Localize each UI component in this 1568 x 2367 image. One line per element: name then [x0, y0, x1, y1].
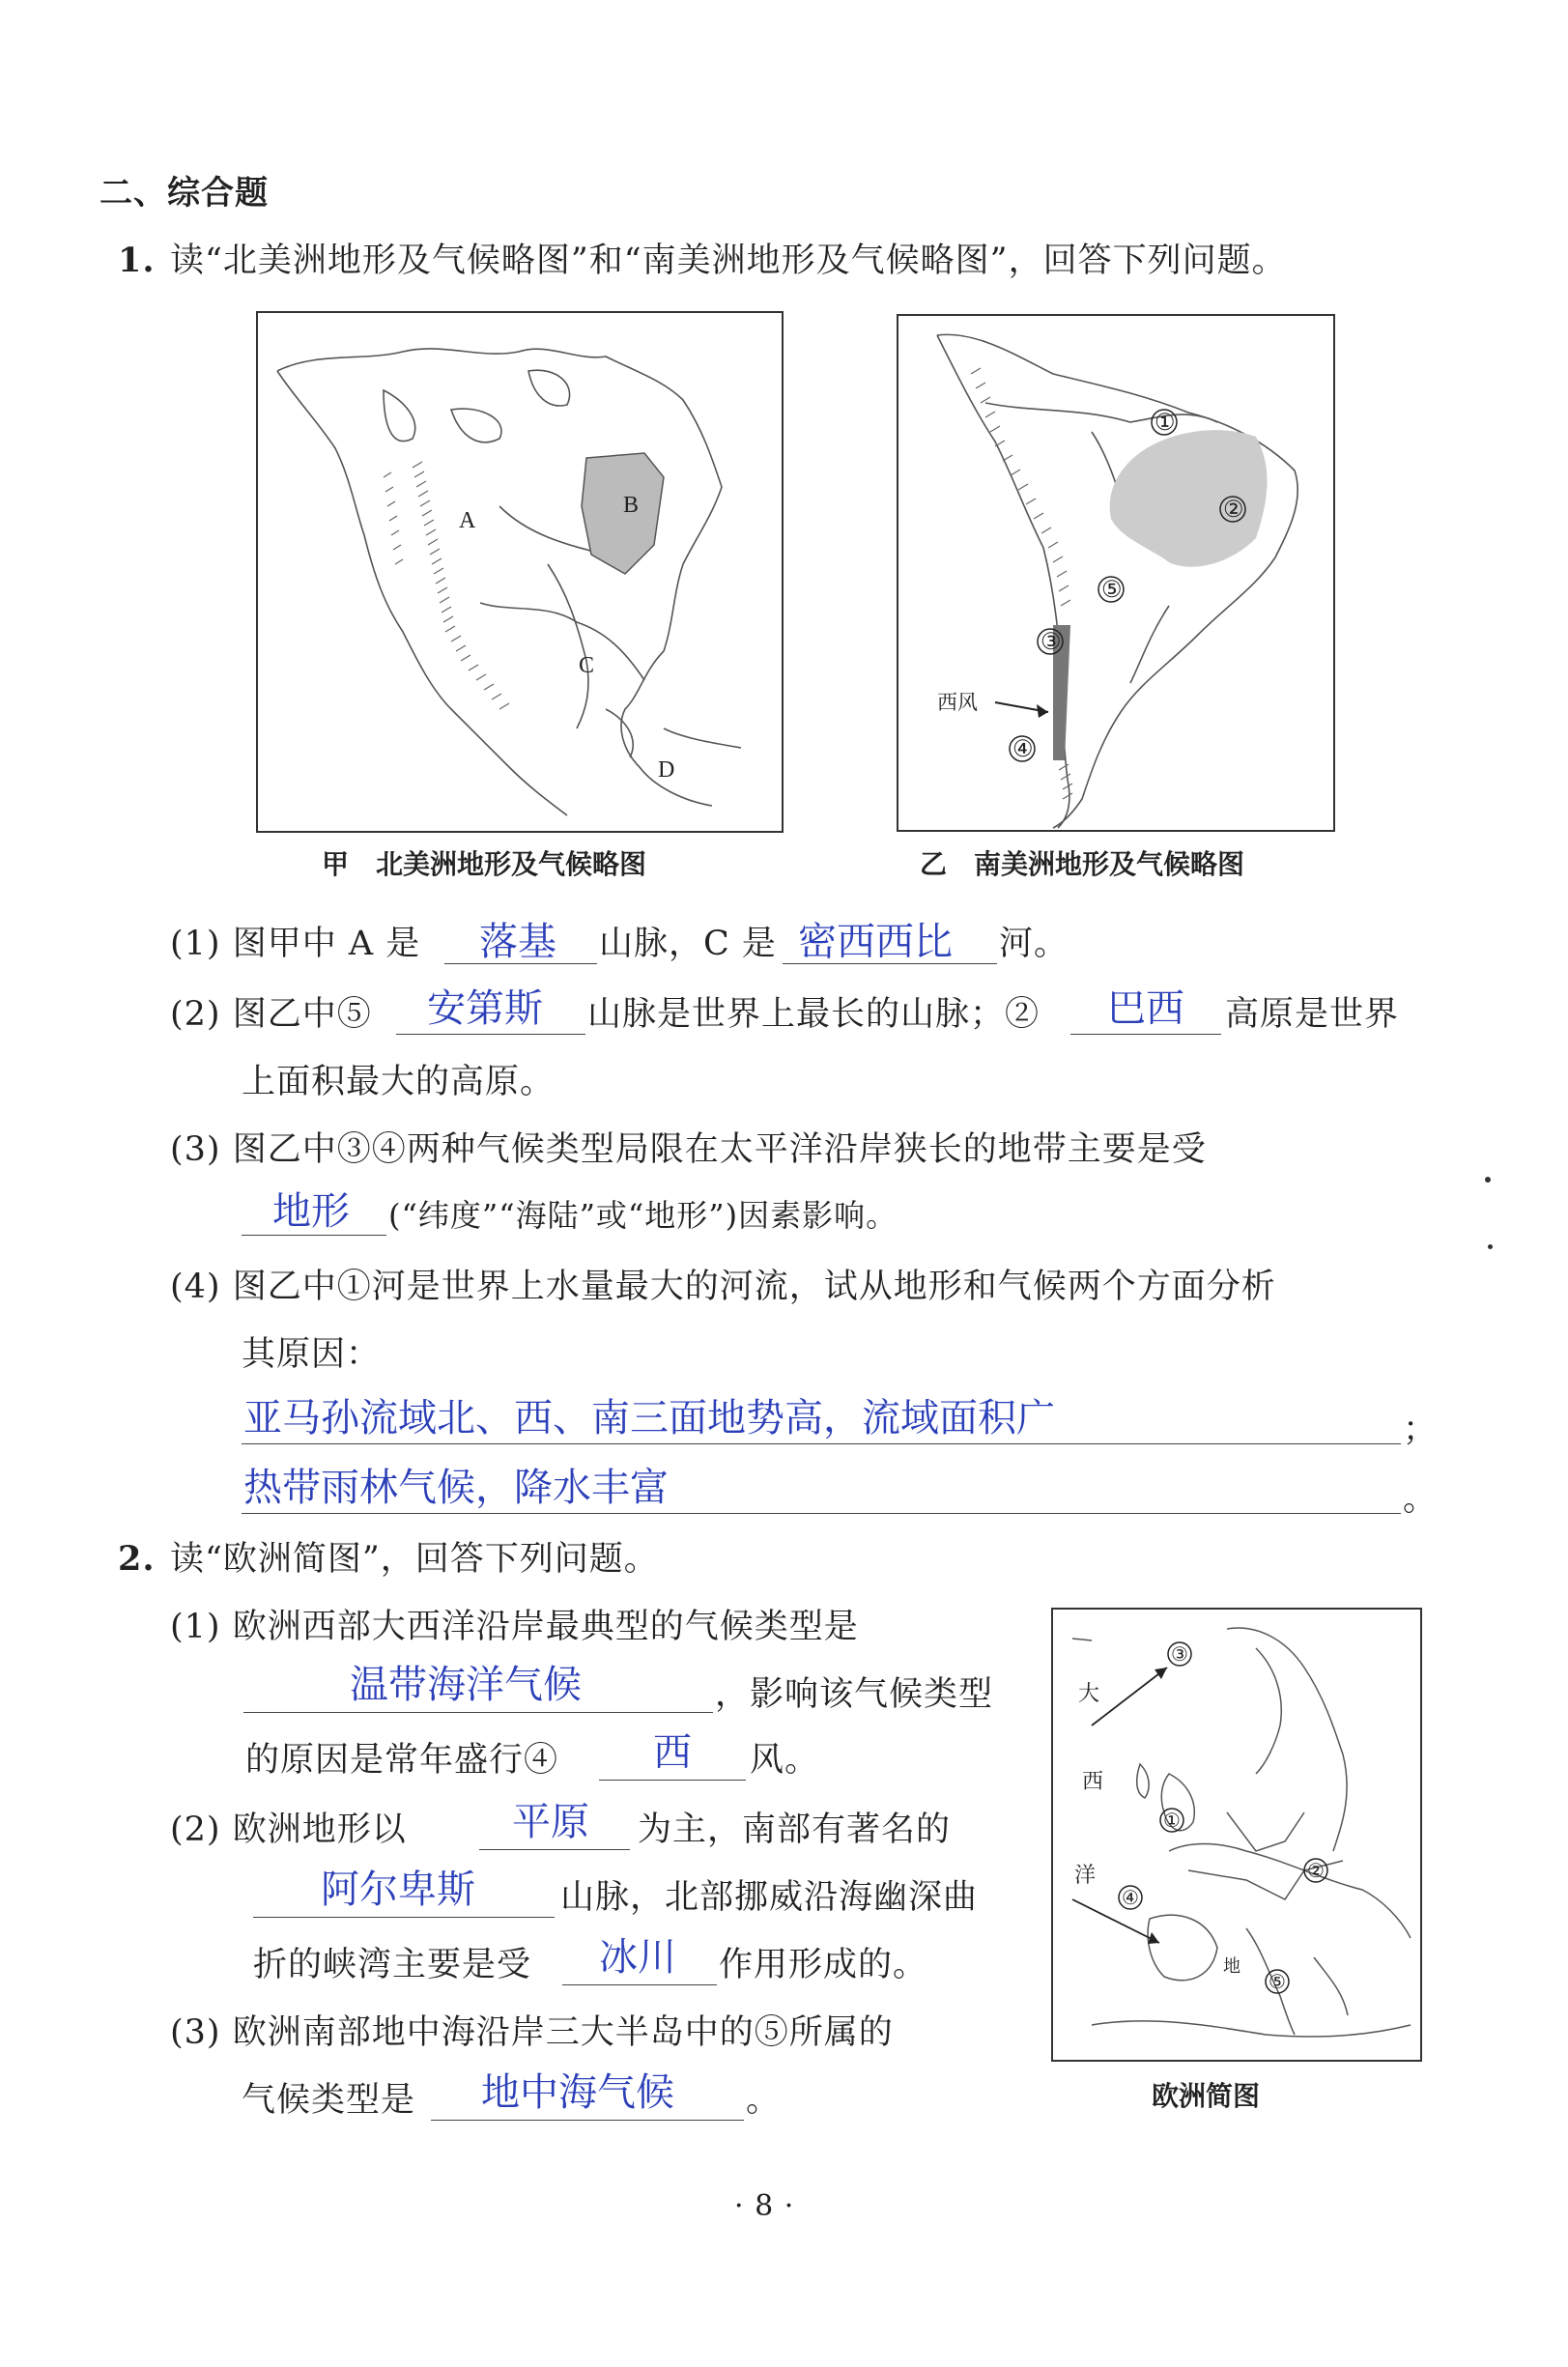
- north-america-map: [256, 311, 784, 833]
- label-di: 地: [1223, 1956, 1240, 1976]
- south-america-map: [897, 314, 1335, 832]
- q2-p2-d: 折的峡湾主要是受: [253, 1946, 532, 1984]
- q2-p1-b: ，影响该气候类型: [715, 1675, 994, 1714]
- label-2: ②: [1223, 498, 1244, 523]
- q2-p2-blank2[interactable]: [253, 1917, 555, 1918]
- q1-p2-answer2: 巴西: [1107, 986, 1184, 1031]
- q1-p1-c: 河。: [999, 925, 1069, 963]
- label-a: A: [459, 508, 476, 533]
- q1-text: 读“北美洲地形及气候略图”和“南美洲地形及气候略图”，回答下列问题。: [170, 242, 1287, 280]
- q1-p2-c: 高原是世界: [1225, 995, 1400, 1034]
- q2-number: 2.: [118, 1539, 156, 1579]
- label-2: ②: [1307, 1861, 1325, 1882]
- map-b-caption: 乙 南美洲地形及气候略图: [920, 848, 1245, 880]
- label-4: ④: [1012, 737, 1034, 762]
- q1-p2-b: 山脉是世界上最长的山脉；②: [587, 995, 1041, 1034]
- q1-p2-blank1[interactable]: [396, 1034, 585, 1035]
- page-number: · 8 ·: [734, 2189, 795, 2223]
- q2-p2-blank1[interactable]: [479, 1849, 630, 1850]
- q1-p1-answer2: 密西西比: [798, 920, 953, 964]
- q2-p1-d: 风。: [750, 1741, 820, 1780]
- q1-number: 1.: [118, 241, 156, 280]
- q2-p2-answer2: 阿尔卑斯: [321, 1868, 475, 1912]
- q2-p3-b: 气候类型是: [242, 2081, 416, 2120]
- north-america-map-drawing: [258, 313, 782, 831]
- q1-p2-answer1: 安第斯: [427, 986, 543, 1031]
- q1-p1-answer1: 落基: [479, 920, 556, 964]
- q2-p3-blank[interactable]: [431, 2120, 744, 2121]
- q1-p2-blank2[interactable]: [1070, 1034, 1221, 1035]
- label-4: ④: [1122, 1888, 1139, 1909]
- q2-p2-c: 山脉，北部挪威沿海幽深曲: [560, 1878, 979, 1917]
- q1-p4-a: (4) 图乙中①河是世界上水量最大的河流，试从地形和气候两个方面分析: [170, 1268, 1276, 1306]
- europe-map-caption: 欧洲简图: [1152, 2080, 1261, 2112]
- label-5: ⑤: [1101, 578, 1123, 603]
- q1-p1-a: (1) 图甲中 A 是: [170, 925, 421, 963]
- q2-text: 读“欧洲简图”，回答下列问题。: [170, 1540, 659, 1579]
- q2-p3-a: (3) 欧洲南部地中海沿岸三大半岛中的⑤所属的: [170, 2013, 894, 2052]
- q2-p2-a: (2) 欧洲地形以: [170, 1811, 407, 1849]
- q1-p3-answer: 地形: [272, 1189, 350, 1234]
- margin-dot: [1488, 1244, 1493, 1249]
- q1-p4-answer2: 热带雨林气候，降水丰富: [243, 1466, 669, 1510]
- q1-p2-a: (2) 图乙中⑤: [170, 995, 372, 1034]
- label-westerly: 西风: [937, 691, 978, 714]
- q1-p4-answer1: 亚马孙流域北、西、南三面地势高，流域面积广: [243, 1396, 1055, 1440]
- q2-p1-answer2: 西: [653, 1730, 692, 1775]
- q2-p1-c: 的原因是常年盛行④: [245, 1741, 559, 1780]
- europe-map: [1051, 1608, 1422, 2062]
- label-c: C: [579, 653, 595, 678]
- label-xi: 西: [1082, 1769, 1104, 1793]
- q1-p4-end1: ；: [1403, 1411, 1439, 1449]
- map-a-caption: 甲 北美洲地形及气候略图: [322, 848, 647, 880]
- q2-p1-blank1[interactable]: [243, 1712, 713, 1713]
- q2-p2-answer3: 冰川: [599, 1935, 676, 1980]
- q1-p3-b: (“纬度”“海陆”或“地形”)因素影响。: [388, 1197, 898, 1234]
- q2-p1-a: (1) 欧洲西部大西洋沿岸最典型的气候类型是: [170, 1608, 859, 1646]
- europe-map-drawing: [1053, 1610, 1420, 2060]
- label-1: ①: [1163, 1811, 1181, 1832]
- q2-p2-b: 为主，南部有著名的: [638, 1811, 952, 1849]
- q1-p4-end2: 。: [1403, 1480, 1439, 1519]
- q2-p1-blank2[interactable]: [599, 1780, 746, 1781]
- label-1: ①: [1155, 411, 1176, 436]
- margin-dot: [1485, 1177, 1491, 1183]
- section-title: 二、综合题: [100, 174, 269, 213]
- q1-p4-blank2[interactable]: [242, 1513, 1401, 1514]
- label-da: 大: [1078, 1681, 1100, 1705]
- q2-p3-c: 。: [746, 2081, 782, 2120]
- label-3: ③: [1171, 1644, 1188, 1666]
- south-america-map-drawing: [898, 316, 1333, 830]
- q1-p4-b: 其原因：: [242, 1335, 382, 1374]
- q1-p4-blank1[interactable]: [242, 1443, 1401, 1444]
- label-d: D: [658, 757, 675, 783]
- q1-p3-a: (3) 图乙中③④两种气候类型局限在太平洋沿岸狭长的地带主要是受: [170, 1130, 1207, 1169]
- label-yang: 洋: [1074, 1863, 1097, 1887]
- label-b: B: [623, 493, 640, 518]
- q2-p2-e: 作用形成的。: [719, 1946, 928, 1984]
- q1-p2-d: 上面积最大的高原。: [242, 1063, 556, 1101]
- q2-p3-answer: 地中海气候: [481, 2070, 674, 2115]
- q2-p2-blank3[interactable]: [562, 1984, 717, 1985]
- q1-p1-b: 山脉，C 是: [599, 925, 777, 963]
- label-3: ③: [1041, 630, 1062, 655]
- label-5: ⑤: [1269, 1972, 1286, 1993]
- q2-p2-answer1: 平原: [512, 1800, 589, 1844]
- q2-p1-answer1: 温带海洋气候: [350, 1663, 582, 1707]
